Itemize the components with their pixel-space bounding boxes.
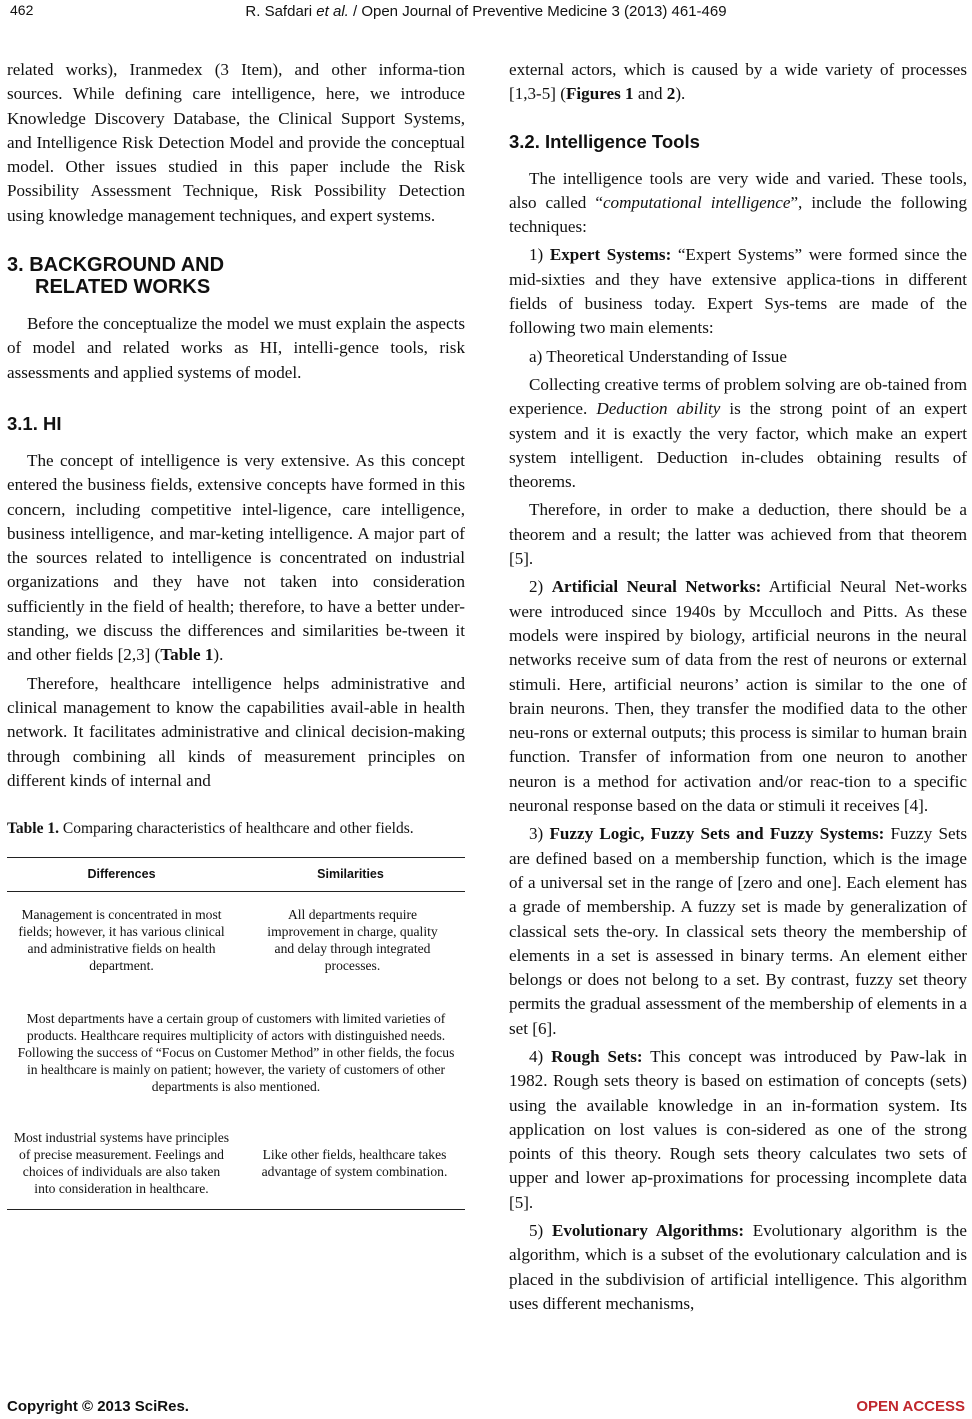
tools-text-b: ”, include the following techniques: xyxy=(509,192,967,237)
es2-text-a: Collecting creative terms of problem solving are ob-tained from experience. xyxy=(509,374,967,419)
right-column xyxy=(509,58,967,1316)
continued-text: external actors, which is caused by a wide variety of processes [1,3-5] ( xyxy=(509,60,967,104)
rough-text: This concept was introduced by Paw-lak in 1982. Rough sets theory is based on estimation of concepts (sets) using the available knowledge in an in-formation system. Its application on lost values is con-sidered as one of the strong points of this theory. Rough sets theory calculates two sets of upper and lower ap-proximations for processing incomplete data [5]. xyxy=(509,1046,968,1212)
expert-systems-subitem: a) Theoretical Understanding of Issue xyxy=(529,346,787,366)
header-similarities: Similarities xyxy=(317,867,384,882)
expert-systems-num: 1) xyxy=(529,245,550,265)
comparison-table xyxy=(7,857,465,1210)
expert-systems-paragraph xyxy=(509,243,967,340)
ann-term: Artificial Neural Networks: xyxy=(551,577,762,597)
table-row xyxy=(7,1115,465,1210)
section-3-heading xyxy=(7,254,465,298)
hi-paragraph-2: Therefore, healthcare intelligence helps administrative and clinical management to know the capabilities avail-able in health network. It facilitates administrative and clinical decision-making through combining all kinds of measurement principles on different kinds of internal and xyxy=(7,673,465,790)
evolutionary-paragraph xyxy=(509,1219,967,1316)
es2-italic: Deduction ability xyxy=(596,399,721,419)
running-title-etal: et al. xyxy=(316,3,349,20)
continued-paragraph xyxy=(509,58,967,107)
rough-term: Rough Sets: xyxy=(551,1046,643,1066)
running-title xyxy=(0,3,972,20)
fuzzy-text: Fuzzy Sets are defined based on a membership function, which is the image of a universal set in the range of [zero and one]. Each element has a grade of membership. A fuzzy set is made by generalization of classical sets the-ory. In classical sets theory the membership of elements in a set is assessed in binary terms. An element either belongs or does not belong to a set. By contrast, fuzzy set theory permits the gradual assessment of the membership of elements in a set [6]. xyxy=(509,824,967,1038)
section-3-heading-line2: RELATED WORKS xyxy=(35,276,211,299)
ann-paragraph xyxy=(509,575,967,818)
table-row xyxy=(7,892,465,991)
ann-num: 2) xyxy=(529,577,552,597)
running-title-authors: R. Safdari xyxy=(245,3,317,20)
tools-paragraph xyxy=(509,167,967,240)
header-differences: Differences xyxy=(87,867,156,882)
table-cell-similarity: Like other fields, healthcare takes advantage of system combination. xyxy=(261,1147,448,1180)
tools-text-a: The intelligence tools are very wide and varied. These tools, also called “ xyxy=(509,168,967,212)
fuzzy-paragraph xyxy=(509,822,967,1041)
intro-paragraph: related works), Iranmedex (3 Item), and other informa-tion sources. While defining care intelligence, here, we introduce Knowledge Discovery Database, the Clinical Support Systems, and Intelligence Risk Detection Model and provide the conceptual model. Other issues studied in this paper include the Risk Possibility Assessment Technique, Risk Possibility Detection using knowledge management techniques, and expert systems. xyxy=(7,60,465,225)
table-cell-similarity: All departments require improvement in charge, quality and delay through integrated processes. xyxy=(267,907,438,974)
continued-and: and xyxy=(633,84,667,104)
section-3-heading-line1: 3. BACKGROUND AND xyxy=(7,254,225,277)
figure-2-ref[interactable]: 2 xyxy=(666,84,676,104)
table-1-ref[interactable]: Table 1 xyxy=(160,645,214,665)
section-3-paragraph: Before the conceptualize the model we must explain the aspects of model and related works as HI, intelli-gence tools, risk assessments and applied systems of model. xyxy=(7,314,465,382)
continued-end: ). xyxy=(675,84,686,104)
es2-text-b: is the strong point of an expert system and it is exactly the very factor, which make an expert system intelligent. Deduction in-cludes obtaining results of theorems. xyxy=(509,399,967,492)
table-caption xyxy=(7,819,465,839)
table-span-text-a: Most departments have a certain group of customers with limited varieties of products. Healthcare requires multiplicity of actors with distinguished needs. xyxy=(26,1011,446,1044)
rough-sets-paragraph xyxy=(509,1045,967,1215)
expert-systems-paragraph-2 xyxy=(509,373,967,494)
table-caption-label: Table 1. xyxy=(7,820,59,838)
subsection-3-1-heading: 3.1. HI xyxy=(7,412,62,434)
expert-systems-term: Expert Systems: xyxy=(549,245,672,265)
expert-systems-text: “Expert Systems” were formed since the mid-sixties and they have extensive applica-tions in different fields of business today. Expert Sys-tems are made of the following two main elements: xyxy=(509,245,967,338)
left-column xyxy=(7,58,465,1210)
tools-text-italic: computational intelligence xyxy=(602,192,791,212)
ann-text: Artificial Neural Net-works were introduced since 1940s by Mcculloch and Pitts. As these models were inspired by biology, artificial neurons in the neural networks receive sum of data from the rest of neurons or external stimuli. Here, artificial neurons’ action is similar to the one of brain neurons. Then, they transfer the modified data to the other neu-rons or external outputs; this process is similar to human brain function. Transfer of information from one neuron to another neuron is a method for activation and/or reac-tion to a specific neuronal response based on the data or stimuli it receives [4]. xyxy=(509,577,967,816)
open-access-label: OPEN ACCESS xyxy=(856,1398,965,1415)
hi-paragraph-1 xyxy=(7,449,465,668)
page-number: 462 xyxy=(10,2,34,18)
table-row xyxy=(7,990,465,1115)
hi-paragraph-1-text: The concept of intelligence is very extensive. As this concept entered the business fields, extensive concepts have formed in this concern, including competitive intel-ligence, care intelligence, business intelligence, and mar-keting intelligence. A major part of the sources related to intelligence is concentrated on industrial organizations and they have not taken into consideration sufficiently in the field of health; therefore, to have a better under-standing, we discuss the differences and similarities be-tween it and other fields [2,3] ( xyxy=(7,450,465,665)
evo-term: Evolutionary Algorithms: xyxy=(551,1221,745,1241)
table-cell-difference: Management is concentrated in most fields; however, it has various clinical and administrative fields on health department. xyxy=(18,907,225,974)
table-caption-text: Comparing characteristics of healthcare and other fields. xyxy=(58,820,414,838)
table-cell-spanning xyxy=(7,990,465,1115)
table-span-text-b: Following the success of “Focus on Customer Method” in other fields, the focus in healthcare is mainly on patient; however, the variety of customers of other departments is also mentioned. xyxy=(17,1045,455,1095)
page-header xyxy=(0,0,972,30)
hi-paragraph-1-end: ). xyxy=(213,645,224,665)
table-cell-difference: Most industrial systems have principles of precise measurement. Feelings and choices of individuals are also taken into consideration in healthcare. xyxy=(13,1130,230,1197)
running-title-journal: / Open Journal of Preventive Medicine 3 (2013) 461-469 xyxy=(348,3,727,20)
subsection-3-2-heading: 3.2. Intelligence Tools xyxy=(509,130,700,152)
fuzzy-term: Fuzzy Logic, Fuzzy Sets and Fuzzy Systems: xyxy=(549,824,885,844)
rough-num: 4) xyxy=(529,1046,552,1066)
evo-num: 5) xyxy=(529,1221,552,1241)
figure-1-ref[interactable]: Figures 1 xyxy=(565,84,634,104)
expert-systems-paragraph-3: Therefore, in order to make a deduction, there should be a theorem and a result; the latter was achieved from that theorem [5]. xyxy=(509,500,967,569)
copyright-notice: Copyright © 2013 SciRes. xyxy=(7,1398,189,1415)
fuzzy-num: 3) xyxy=(529,824,550,844)
table-header-row xyxy=(7,858,465,892)
evo-text: Evolutionary algorithm is the algorithm, which is a subset of the evolutionary calculation and is placed in the subdivision of artificial intelligence. This algorithm uses different mechanisms, xyxy=(509,1221,967,1313)
